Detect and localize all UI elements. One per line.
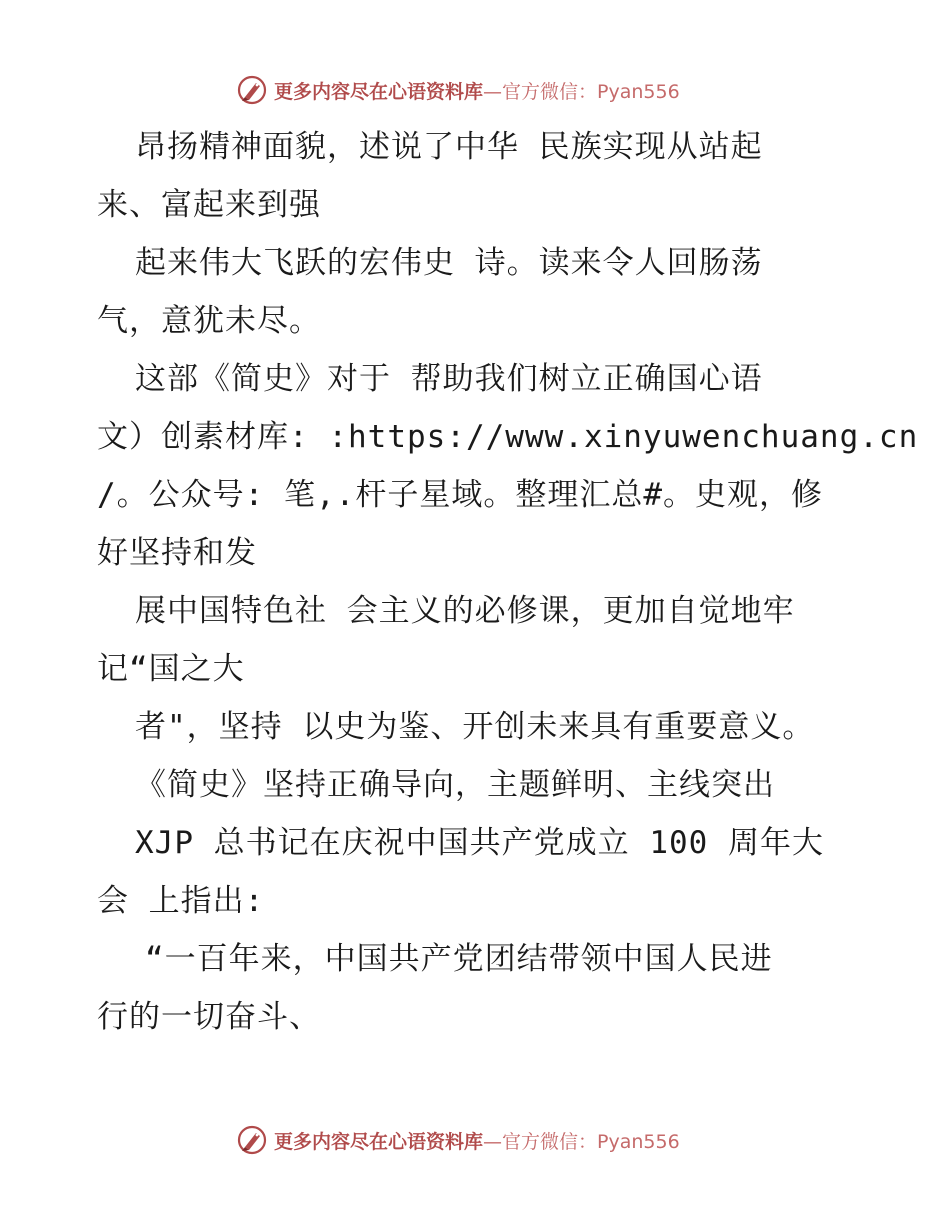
document-body xyxy=(97,118,919,1046)
banner-title: 更多内容尽在心语资料库 xyxy=(274,1130,484,1153)
banner-subtitle: —官方微信：Pyan556 xyxy=(483,1130,680,1153)
body-line: 昂扬精神面貌，述说了中华 民族实现从站起 xyxy=(135,129,763,165)
body-line: 好坚持和发 xyxy=(97,535,257,571)
body-line: 气，意犹未尽。 xyxy=(97,303,321,339)
banner-subtitle: —官方微信：Pyan556 xyxy=(483,80,680,103)
body-line: 行的一切奋斗、 xyxy=(97,999,321,1035)
body-line: 这部《简史》对于 帮助我们树立正确国心语 xyxy=(135,361,763,397)
body-line: “一百年来，中国共产党团结带领中国人民进 xyxy=(145,941,773,977)
body-line: 文）创素材库: :https://www.xinyuwenchuang.cn xyxy=(97,419,919,455)
pen-nib-circle-icon xyxy=(236,74,268,106)
body-line: XJP 总书记在庆祝中国共产党成立 100 周年大 xyxy=(135,825,824,861)
body-line: 《简史》坚持正确导向，主题鲜明、主线突出 xyxy=(135,767,775,803)
body-line: /。公众号: 笔,.杆子星域。整理汇总#。史观，修 xyxy=(97,477,823,513)
pen-nib-circle-icon xyxy=(236,1124,268,1156)
body-line: 者"，坚持 以史为鉴、开创未来具有重要意义。 xyxy=(135,709,815,745)
body-line: 展中国特色社 会主义的必修课，更加自觉地牢 xyxy=(135,593,795,629)
header-banner xyxy=(236,73,680,107)
body-line: 来、富起来到强 xyxy=(97,187,321,223)
body-line: 记“国之大 xyxy=(97,651,245,687)
footer-banner xyxy=(236,1123,680,1157)
banner-title: 更多内容尽在心语资料库 xyxy=(274,80,484,103)
body-line: 起来伟大飞跃的宏伟史 诗。读来令人回肠荡 xyxy=(135,245,763,281)
body-line: 会 上指出: xyxy=(97,883,265,919)
